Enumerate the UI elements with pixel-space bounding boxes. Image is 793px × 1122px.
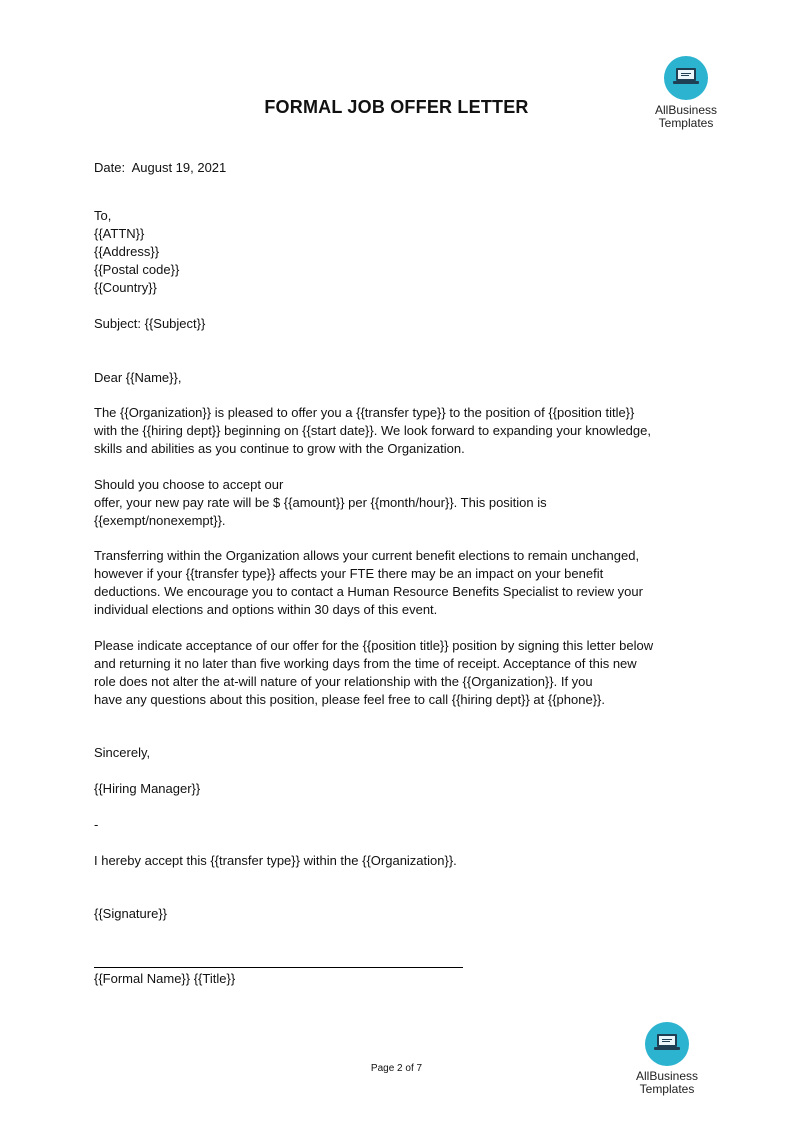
date-line: Date: August 19, 2021: [94, 160, 227, 175]
paragraph-4-line-3: role does not alter the at-will nature of your relationship with the {{Organization}}. If you: [94, 674, 593, 689]
recipient-to: To,: [94, 208, 112, 223]
page-number: Page 2 of 7: [370, 1063, 423, 1074]
signature-line: [94, 967, 463, 968]
paragraph-3-line-3: deductions. We encourage you to contact a Human Resource Benefits Specialist to review your: [94, 584, 643, 599]
logo-text-line2: Templates: [658, 116, 714, 130]
recipient-address: {{Address}}: [94, 244, 160, 259]
subject-line: Subject: {{Subject}}: [94, 316, 206, 331]
separator-dash: -: [94, 817, 99, 832]
laptop-icon: [672, 66, 700, 88]
logo-text-line1: AllBusiness: [635, 1069, 699, 1083]
paragraph-1-line-1: The {{Organization}} is pleased to offer you a {{transfer type}} to the position of {{position title}}: [94, 405, 635, 420]
paragraph-1-line-3: skills and abilities as you continue to grow with the Organization.: [94, 441, 465, 456]
hiring-manager: {{Hiring Manager}}: [94, 781, 201, 796]
paragraph-4-line-4: have any questions about this position, please feel free to call {{hiring dept}} at {{phone}}.: [94, 692, 605, 707]
formal-name-title: {{Formal Name}} {{Title}}: [94, 971, 236, 986]
acceptance-statement: I hereby accept this {{transfer type}} within the {{Organization}}.: [94, 853, 457, 868]
logo-circle: [645, 1022, 689, 1066]
paragraph-2-line-1: Should you choose to accept our: [94, 477, 284, 492]
logo: [636, 56, 736, 130]
logo-circle: [664, 56, 708, 100]
closing: Sincerely,: [94, 745, 151, 760]
logo-text-line2: Templates: [639, 1082, 695, 1096]
paragraph-2-line-3: {{exempt/nonexempt}}.: [94, 513, 226, 528]
laptop-icon: [653, 1032, 681, 1054]
salutation: Dear {{Name}},: [94, 370, 182, 385]
paragraph-3-line-2: however if your {{transfer type}} affects your FTE there may be an impact on your benefit: [94, 566, 604, 581]
paragraph-3-line-4: individual elections and options within 30 days of this event.: [94, 602, 438, 617]
paragraph-1-line-2: with the {{hiring dept}} beginning on {{start date}}. We look forward to expanding your knowledge,: [94, 423, 651, 438]
logo-text-line1: AllBusiness: [654, 103, 718, 117]
paragraph-2-line-2: offer, your new pay rate will be $ {{amount}} per {{month/hour}}. This position is: [94, 495, 547, 510]
recipient-attn: {{ATTN}}: [94, 226, 145, 241]
document-title: FORMAL JOB OFFER LETTER: [264, 97, 529, 117]
logo-footer: [617, 1022, 717, 1096]
paragraph-3-line-1: Transferring within the Organization allows your current benefit elections to remain unchanged,: [94, 548, 640, 563]
recipient-postal: {{Postal code}}: [94, 262, 180, 277]
paragraph-4-line-1: Please indicate acceptance of our offer for the {{position title}} position by signing this letter below: [94, 638, 654, 653]
paragraph-4-line-2: and returning it no later than five working days from the time of receipt. Acceptance of this new: [94, 656, 637, 671]
recipient-country: {{Country}}: [94, 280, 157, 295]
signature-placeholder: {{Signature}}: [94, 906, 168, 921]
